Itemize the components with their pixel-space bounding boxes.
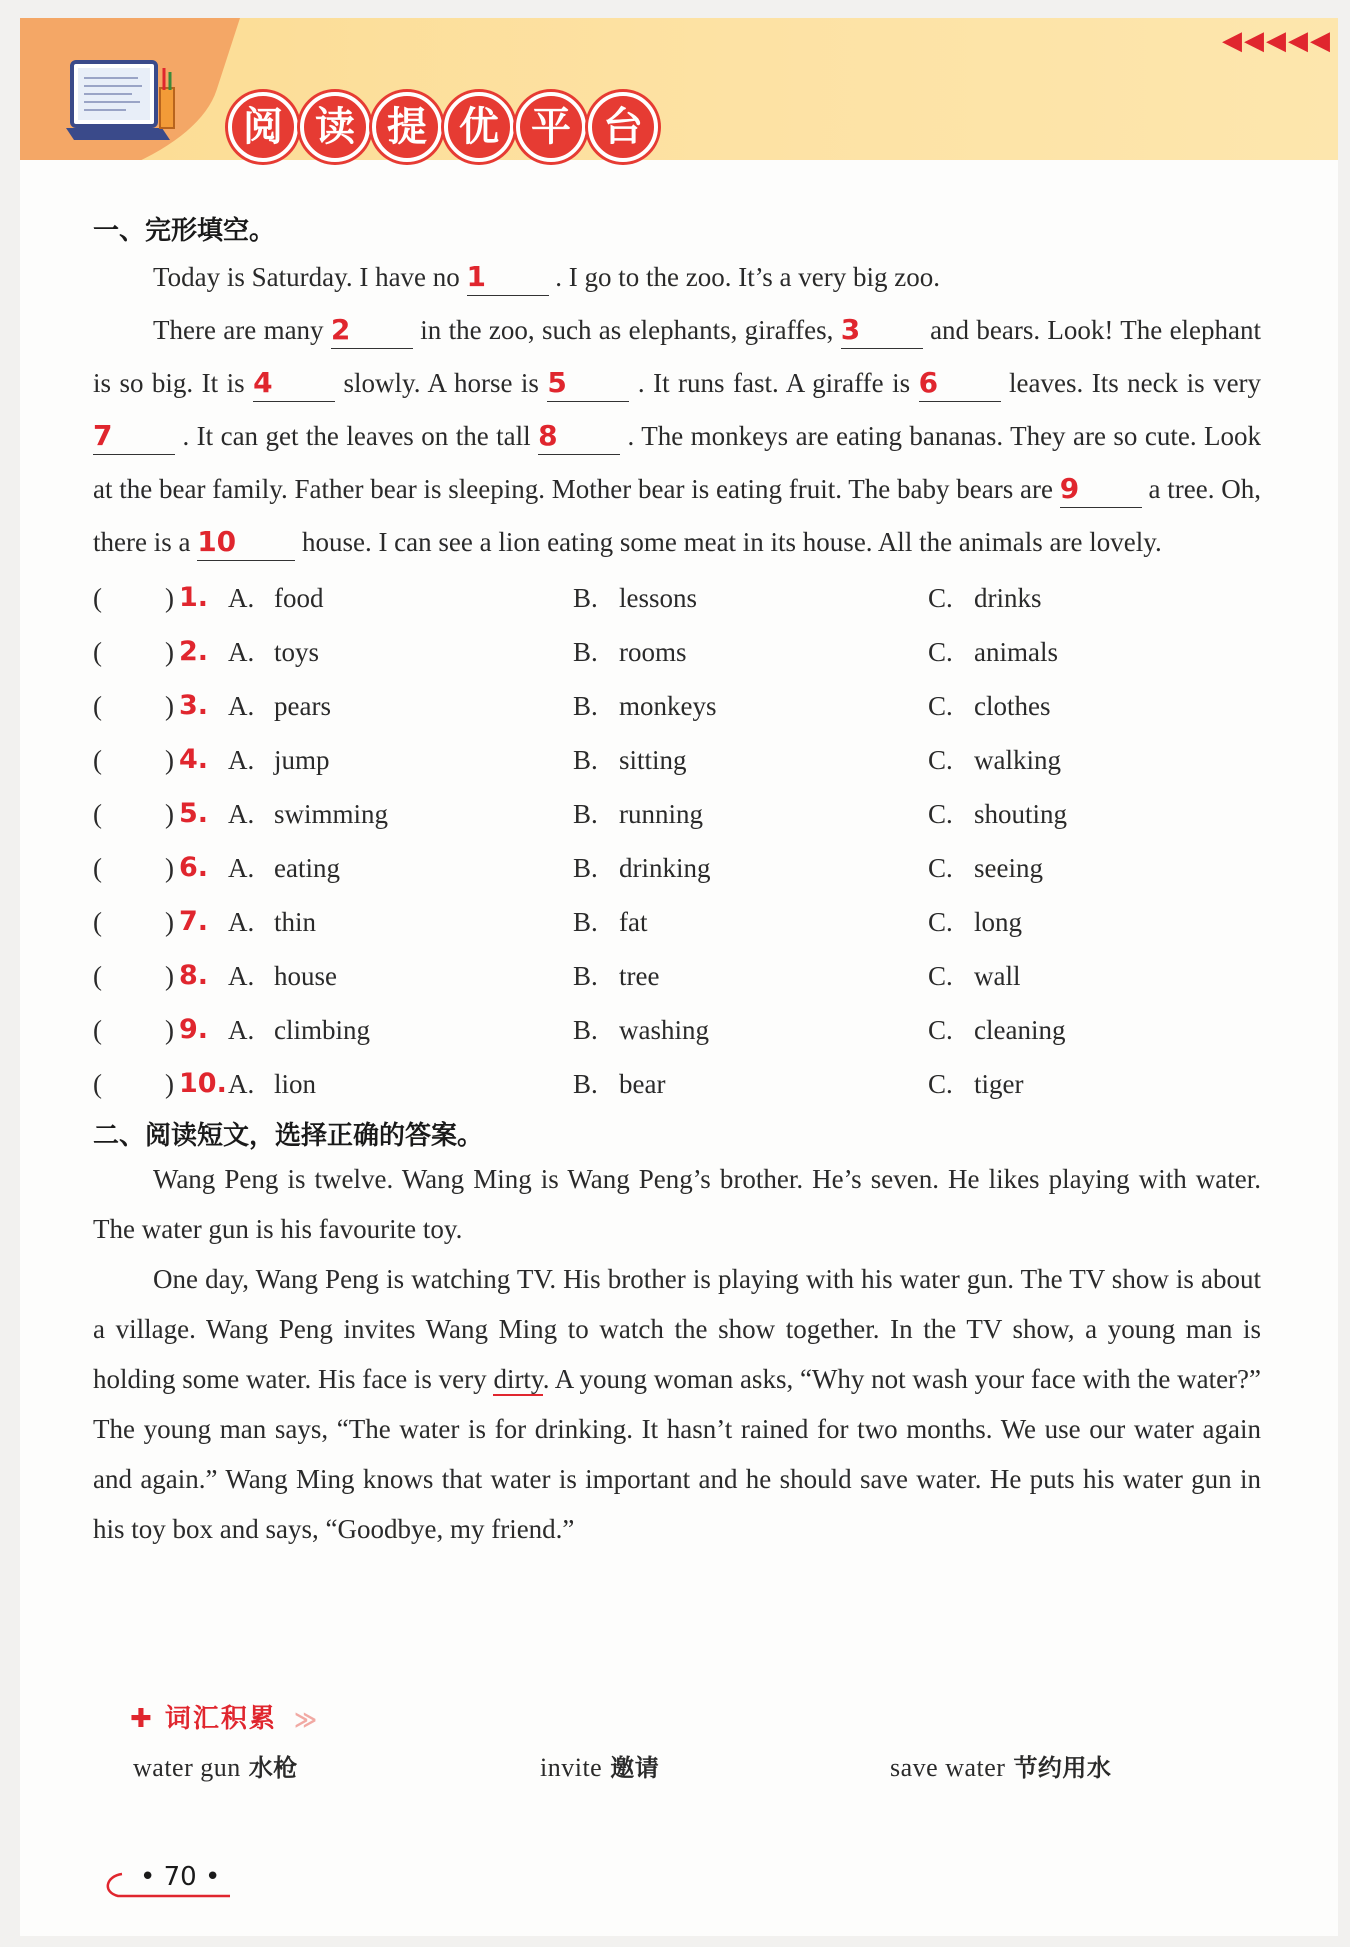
option-b[interactable] — [573, 1003, 709, 1057]
cloze-text: . It runs fast. A giraffe is — [637, 368, 911, 398]
vocab-zh: 邀请 — [610, 1754, 660, 1782]
cloze-blank-8[interactable]: 8 — [538, 418, 620, 455]
option-c[interactable] — [928, 949, 1021, 1003]
question-number: 10. — [179, 1068, 227, 1099]
question-number: 4. — [179, 744, 209, 775]
question-number: 8. — [179, 960, 209, 991]
option-text: long — [974, 907, 1023, 937]
answer-paren-close: ) — [165, 799, 174, 829]
option-letter: A. — [228, 583, 255, 613]
answer-paren-open: ( — [93, 745, 102, 775]
option-letter: B. — [573, 961, 598, 991]
option-letter: B. — [573, 907, 598, 937]
option-letter: B. — [573, 583, 598, 613]
option-text: drinking — [619, 853, 711, 883]
answer-paren-close: ) — [165, 691, 174, 721]
option-text: tiger — [974, 1069, 1024, 1099]
cloze-blank-2[interactable]: 2 — [331, 312, 413, 349]
reading-paragraph-1: Wang Peng is twelve. Wang Ming is Wang Peng’s brother. He’s seven. He likes playing with water. The water gun is his favourite toy. — [93, 1164, 1261, 1244]
vocab-en: water gun — [133, 1753, 241, 1782]
question-list — [93, 571, 1261, 1111]
option-a[interactable] — [228, 841, 340, 895]
option-c[interactable] — [928, 787, 1067, 841]
option-text: house — [274, 961, 337, 991]
option-a[interactable] — [228, 1003, 370, 1057]
option-text: washing — [619, 1015, 709, 1045]
question-row — [93, 949, 1261, 1003]
answer-paren-close: ) — [165, 907, 174, 937]
option-letter: A. — [228, 853, 255, 883]
option-a[interactable] — [228, 787, 388, 841]
cloze-text: in the zoo, such as elephants, giraffes, — [420, 315, 834, 345]
main-content — [93, 210, 1261, 1554]
title-char: 阅 — [228, 92, 298, 162]
option-letter: C. — [928, 745, 953, 775]
option-text: jump — [274, 745, 330, 775]
cloze-blank-4[interactable]: 4 — [253, 365, 335, 402]
option-text: sitting — [619, 745, 687, 775]
option-a[interactable] — [228, 625, 319, 679]
answer-paren-close: ) — [165, 853, 174, 883]
answer-paren-close: ) — [165, 745, 174, 775]
answer-paren-open: ( — [93, 691, 102, 721]
option-letter: C. — [928, 583, 953, 613]
option-letter: A. — [228, 745, 255, 775]
option-text: walking — [974, 745, 1061, 775]
option-c[interactable] — [928, 1057, 1023, 1111]
option-text: rooms — [619, 637, 687, 667]
cloze-blank-10[interactable]: 10 — [197, 524, 295, 561]
option-text: eating — [274, 853, 340, 883]
option-a[interactable] — [228, 895, 316, 949]
option-letter: B. — [573, 745, 598, 775]
section1-title: 一、完形填空。 — [93, 216, 276, 246]
option-b[interactable] — [573, 787, 703, 841]
option-letter: A. — [228, 907, 255, 937]
option-c[interactable] — [928, 625, 1058, 679]
question-row — [93, 1003, 1261, 1057]
answer-paren-open: ( — [93, 853, 102, 883]
vocab-heading-text: 词汇积累 — [164, 1704, 277, 1734]
double-chevron-icon: ≫ — [293, 1708, 319, 1733]
option-letter: A. — [228, 1015, 255, 1045]
option-c[interactable] — [928, 1003, 1065, 1057]
answer-paren-close: ) — [165, 637, 174, 667]
cloze-paragraph-2 — [93, 304, 1261, 569]
cloze-blank-6[interactable]: 6 — [919, 365, 1001, 402]
answer-paren-open: ( — [93, 1015, 102, 1045]
option-text: animals — [974, 637, 1058, 667]
section2-title: 二、阅读短文，选择正确的答案。 — [93, 1121, 484, 1151]
cloze-blank-3[interactable]: 3 — [841, 312, 923, 349]
option-b[interactable] — [573, 841, 711, 895]
question-row — [93, 841, 1261, 895]
cloze-text: house. I can see a lion eating some meat in its house. All the animals are lovely. — [301, 527, 1162, 557]
option-c[interactable] — [928, 895, 1022, 949]
option-text: seeing — [974, 853, 1043, 883]
cloze-blank-5[interactable]: 5 — [547, 365, 629, 402]
option-text: lessons — [619, 583, 698, 613]
option-c[interactable] — [928, 841, 1043, 895]
option-text: food — [274, 583, 324, 613]
option-b[interactable] — [573, 733, 687, 787]
cloze-text: Today is Saturday. I have no — [153, 262, 460, 292]
question-number: 6. — [179, 852, 209, 883]
cloze-blank-9[interactable]: 9 — [1060, 471, 1142, 508]
answer-paren-close: ) — [165, 1015, 174, 1045]
arrows-icon: ◀◀◀◀◀ — [1222, 26, 1332, 56]
option-letter: B. — [573, 1015, 598, 1045]
option-letter: B. — [573, 691, 598, 721]
option-a[interactable] — [228, 1057, 316, 1111]
page-footer — [100, 1862, 230, 1902]
title-char: 平 — [516, 92, 586, 162]
option-letter: A. — [228, 799, 255, 829]
vocab-en: invite — [540, 1753, 603, 1782]
title-char: 提 — [372, 92, 442, 162]
vocab-item — [890, 1748, 1111, 1783]
question-row — [93, 733, 1261, 787]
answer-paren-close: ) — [165, 583, 174, 613]
option-text: tree — [619, 961, 660, 991]
option-letter: A. — [228, 961, 255, 991]
option-text: lion — [274, 1069, 317, 1099]
option-c[interactable] — [928, 733, 1061, 787]
option-letter: C. — [928, 1069, 953, 1099]
option-letter: B. — [573, 853, 598, 883]
option-text: drinks — [974, 583, 1042, 613]
vocab-zh: 水枪 — [248, 1754, 298, 1782]
answer-paren-open: ( — [93, 583, 102, 613]
question-row — [93, 787, 1261, 841]
question-number: 1. — [179, 582, 209, 613]
option-letter: C. — [928, 907, 953, 937]
option-b[interactable] — [573, 895, 647, 949]
option-letter: C. — [928, 853, 953, 883]
page-title — [228, 92, 658, 162]
question-row — [93, 571, 1261, 625]
option-letter: C. — [928, 961, 953, 991]
option-letter: B. — [573, 1069, 598, 1099]
option-a[interactable] — [228, 733, 330, 787]
answer-paren-open: ( — [93, 1069, 102, 1099]
header-banner — [20, 18, 1338, 160]
option-text: swimming — [274, 799, 389, 829]
option-letter: C. — [928, 691, 953, 721]
title-char: 台 — [588, 92, 658, 162]
option-a[interactable] — [228, 679, 331, 733]
question-number: 3. — [179, 690, 209, 721]
option-letter: B. — [573, 637, 598, 667]
option-letter: B. — [573, 799, 598, 829]
option-text: bear — [619, 1069, 666, 1099]
option-b[interactable] — [573, 625, 687, 679]
cloze-text: . It can get the leaves on the tall — [182, 421, 531, 451]
cloze-text: There are many — [153, 315, 324, 345]
page-number: • 70 • — [140, 1862, 221, 1892]
option-c[interactable] — [928, 679, 1050, 733]
option-c[interactable] — [928, 571, 1042, 625]
question-number: 9. — [179, 1014, 209, 1045]
answer-paren-close: ) — [165, 1069, 174, 1099]
title-char: 读 — [300, 92, 370, 162]
option-b[interactable] — [573, 571, 697, 625]
option-letter: A. — [228, 1069, 255, 1099]
answer-paren-open: ( — [93, 637, 102, 667]
answer-paren-close: ) — [165, 961, 174, 991]
option-letter: A. — [228, 637, 255, 667]
question-row — [93, 679, 1261, 733]
answer-paren-open: ( — [93, 907, 102, 937]
cloze-text: a tree. Oh, there is a — [93, 474, 1262, 557]
reading-text: . A young woman asks, “Why not wash your face with the water?” The young man says, “The water is for drinking. It hasn’t rained for two months. We use our water again and again.” Wang Ming knows that water is important and he should save water. He puts his water gun in his toy box and says, “Goodbye, my friend.” — [93, 1364, 1262, 1544]
option-text: cleaning — [974, 1015, 1066, 1045]
vocab-item — [540, 1748, 659, 1783]
cloze-blank-1[interactable]: 1 — [467, 259, 549, 296]
question-row — [93, 895, 1261, 949]
cloze-text: slowly. A horse is — [343, 368, 539, 398]
option-text: toys — [274, 637, 320, 667]
option-text: fat — [619, 907, 648, 937]
option-letter: A. — [228, 691, 255, 721]
option-text: running — [619, 799, 703, 829]
cloze-text: leaves. Its neck is very — [1009, 368, 1262, 398]
cloze-blank-7[interactable]: 7 — [93, 418, 175, 455]
question-row — [93, 625, 1261, 679]
reading-paragraph-2 — [93, 1254, 1261, 1554]
question-number: 7. — [179, 906, 209, 937]
option-text: thin — [274, 907, 317, 937]
cloze-text: . The monkeys are eating bananas. They are so cute. Look at the bear family. Father bear is sleeping. Mother bear is eating fruit. The baby bears are — [93, 421, 1262, 504]
option-a[interactable] — [228, 949, 337, 1003]
option-text: monkeys — [619, 691, 717, 721]
option-letter: C. — [928, 637, 953, 667]
option-text: shouting — [974, 799, 1068, 829]
option-b[interactable] — [573, 949, 659, 1003]
option-letter: C. — [928, 1015, 953, 1045]
plus-icon: ✚ — [130, 1704, 154, 1734]
option-text: clothes — [974, 691, 1051, 721]
vocab-heading — [130, 1698, 319, 1735]
cloze-paragraph-1 — [93, 251, 1261, 304]
question-number: 5. — [179, 798, 209, 829]
option-text: pears — [274, 691, 331, 721]
reading-text: One day, Wang Peng is watching TV. His brother is playing with his water gun. The TV show is about a village. Wang Peng invites Wang Ming to watch the show together. In the TV show, a young man is holding some water. His face is very — [93, 1264, 1261, 1394]
option-a[interactable] — [228, 571, 324, 625]
question-number: 2. — [179, 636, 209, 667]
option-b[interactable] — [573, 1057, 665, 1111]
question-row — [93, 1057, 1261, 1111]
cloze-text: . I go to the zoo. It’s a very big zoo. — [555, 262, 940, 292]
option-b[interactable] — [573, 679, 717, 733]
laptop-icon — [66, 58, 178, 158]
title-char: 优 — [444, 92, 514, 162]
option-text: wall — [974, 961, 1021, 991]
answer-paren-open: ( — [93, 961, 102, 991]
vocab-zh: 节约用水 — [1013, 1754, 1112, 1782]
option-letter: C. — [928, 799, 953, 829]
vocab-en: save water — [890, 1753, 1006, 1782]
answer-paren-open: ( — [93, 799, 102, 829]
cloze-text: and bears. Look! The elephant is so big. It is — [93, 315, 1262, 398]
option-text: climbing — [274, 1015, 370, 1045]
vocab-item — [133, 1748, 298, 1783]
highlighted-word: dirty — [493, 1364, 543, 1394]
